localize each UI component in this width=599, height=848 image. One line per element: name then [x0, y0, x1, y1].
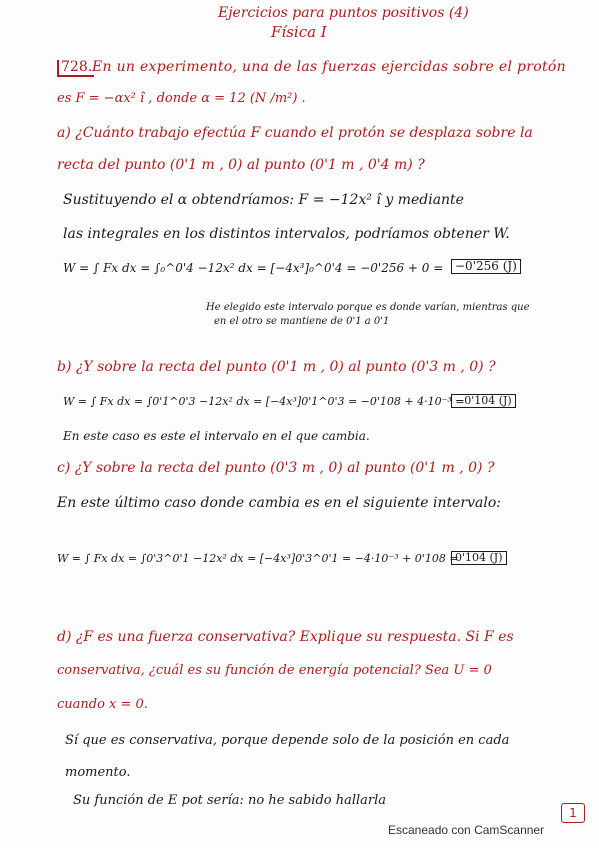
- page-number: 1: [561, 803, 585, 823]
- part-b-equation: W = ∫ Fx dx = ∫0'1^0'3 −12x² dx = [−4x³]0'1^0'3 = −0'108 + 4·10⁻³ =: [63, 395, 465, 408]
- part-a-note-1: He elegido este intervalo porque es donde varían, mientras que: [206, 302, 530, 313]
- part-d-question-2: conservativa, ¿cuál es su función de energía potencial? Sea U = 0: [57, 663, 492, 678]
- part-b-result: −0'104 (J): [451, 394, 516, 408]
- page-subtitle: Física I: [271, 23, 327, 41]
- part-c-equation: W = ∫ Fx dx = ∫0'3^0'1 −12x² dx = [−4x³]0'3^0'1 = −4·10⁻³ + 0'108 =: [57, 552, 459, 565]
- statement-line-2: es F = −αx² î , donde α = 12 (N /m²) .: [57, 91, 306, 106]
- part-c-solution: En este último caso donde cambia es en el siguiente intervalo:: [57, 495, 501, 511]
- part-b-note: En este caso es este el intervalo en el que cambia.: [63, 429, 370, 443]
- part-a-note-2: en el otro se mantiene de 0'1 a 0'1: [214, 316, 390, 327]
- part-a-equation: W = ∫ Fx dx = ∫₀^0'4 −12x² dx = [−4x³]₀^0'4 = −0'256 + 0 =: [63, 261, 444, 275]
- problem-number: 728.: [57, 60, 94, 77]
- part-c-question: c) ¿Y sobre la recta del punto (0'3 m , 0) al punto (0'1 m , 0) ?: [57, 460, 495, 476]
- part-a-question-2: recta del punto (0'1 m , 0) al punto (0'1 m , 0'4 m) ?: [57, 157, 425, 173]
- part-d-question-1: d) ¿F es una fuerza conservativa? Explique su respuesta. Si F es: [57, 629, 514, 645]
- part-d-answer-1: Sí que es conservativa, porque depende solo de la posición en cada: [65, 733, 510, 748]
- part-b-question: b) ¿Y sobre la recta del punto (0'1 m , 0) al punto (0'3 m , 0) ?: [57, 359, 496, 375]
- part-a-question-1: a) ¿Cuánto trabajo efectúa F cuando el protón se desplaza sobre la: [57, 125, 533, 141]
- scanner-watermark: Escaneado con CamScanner: [388, 823, 545, 837]
- part-d-answer-2: momento.: [65, 765, 131, 780]
- part-a-result: −0'256 (J): [451, 259, 521, 274]
- part-a-solution-2: las integrales en los distintos intervalos, podríamos obtener W.: [63, 226, 510, 242]
- part-c-result: 0'104 (J): [451, 551, 507, 565]
- part-a-solution-1: Sustituyendo el α obtendríamos: F = −12x² î y mediante: [63, 192, 464, 208]
- part-d-answer-3: Su función de E pot sería: no he sabido hallarla: [73, 793, 387, 808]
- page-title: Ejercicios para puntos positivos (4): [218, 5, 469, 21]
- part-d-question-3: cuando x = 0.: [57, 697, 148, 712]
- statement-line-1: En un experimento, una de las fuerzas ejercidas sobre el protón: [92, 59, 566, 75]
